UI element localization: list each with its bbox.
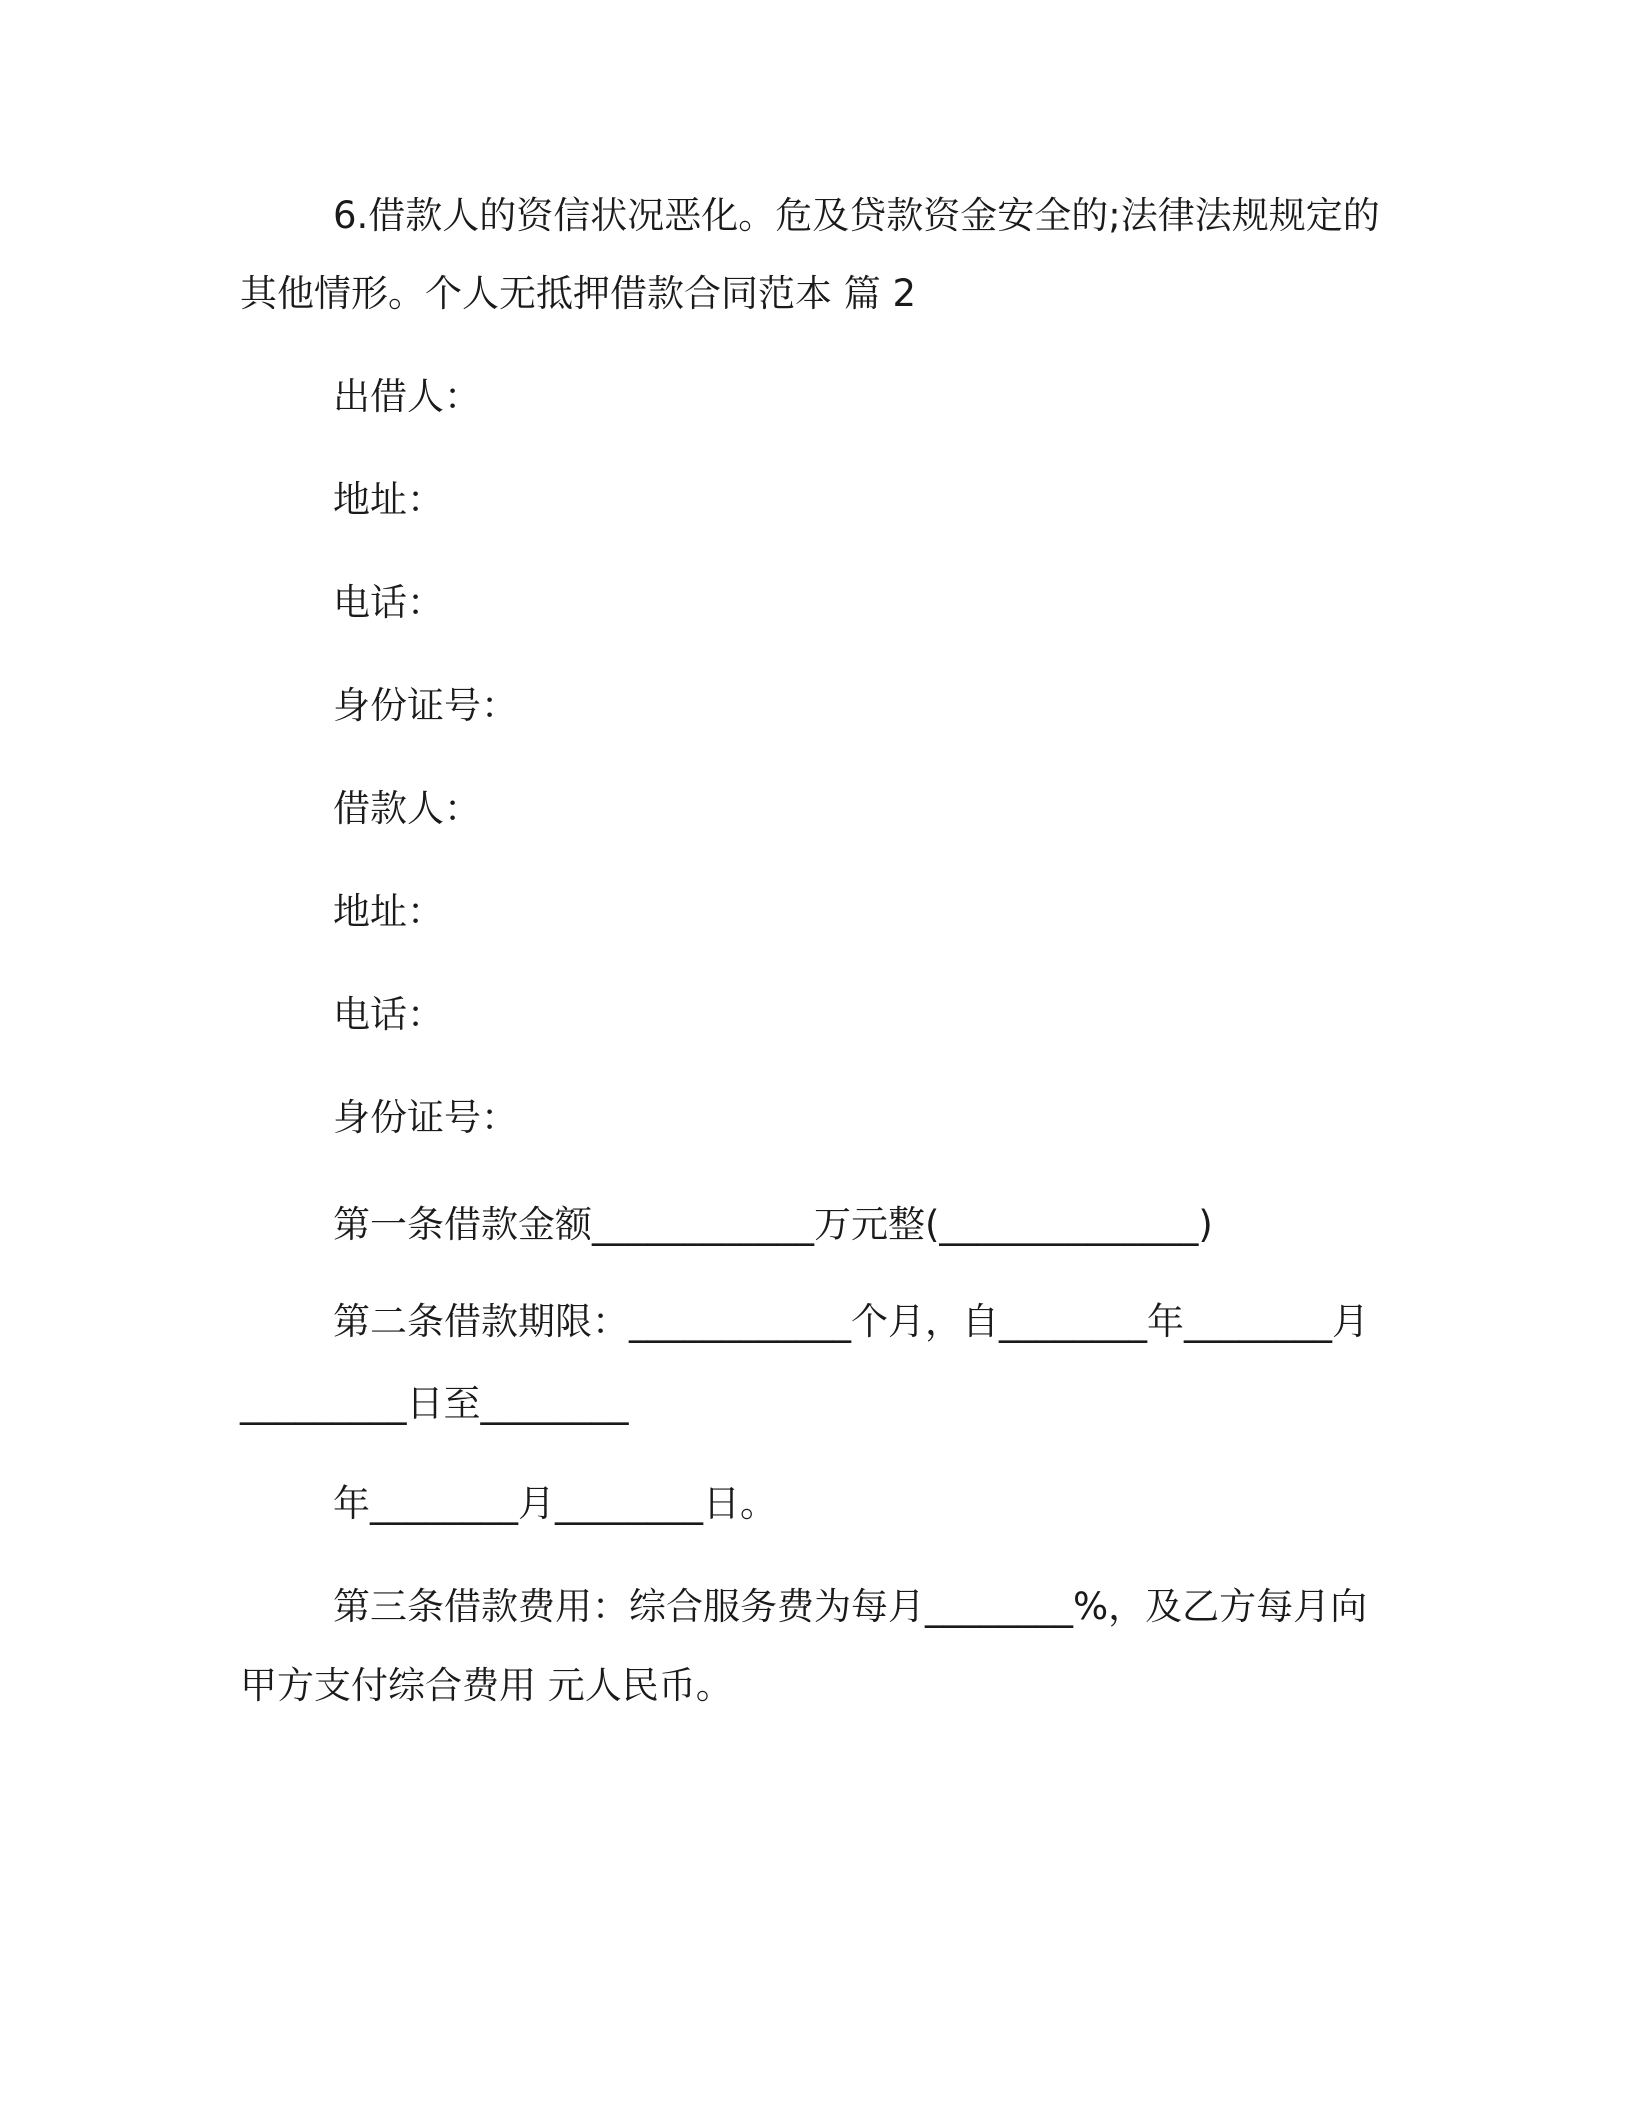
article-3-loan-fee-line-2: 甲方支付综合费用 元人民币。: [240, 1664, 733, 1707]
lender-label: 出借人：: [333, 375, 481, 418]
lender-id-label: 身份证号：: [333, 684, 518, 727]
borrower-id-label: 身份证号：: [333, 1096, 518, 1139]
borrower-phone-label: 电话：: [333, 993, 444, 1036]
article-2-loan-term-line-1: 第二条借款期限：____________个月，自________年________月: [333, 1300, 1369, 1343]
lender-phone-label: 电话：: [333, 581, 444, 624]
article-3-loan-fee-line-1: 第三条借款费用：综合服务费为每月________%，及乙方每月向: [333, 1585, 1368, 1628]
borrower-address-label: 地址：: [333, 890, 444, 933]
lender-address-label: 地址：: [333, 478, 444, 521]
article-2-loan-term-line-2: _________日至________: [240, 1382, 629, 1425]
paragraph-clause-6-line-1: 6.借款人的资信状况恶化。危及贷款资金安全的;法律法规规定的: [333, 194, 1380, 237]
borrower-label: 借款人：: [333, 787, 481, 830]
paragraph-clause-6-line-2: 其他情形。个人无抵押借款合同范本 篇 2: [240, 272, 917, 315]
article-2-loan-term-line-3: 年________月________日。: [333, 1482, 777, 1525]
article-1-loan-amount: 第一条借款金额____________万元整(______________): [333, 1203, 1213, 1246]
